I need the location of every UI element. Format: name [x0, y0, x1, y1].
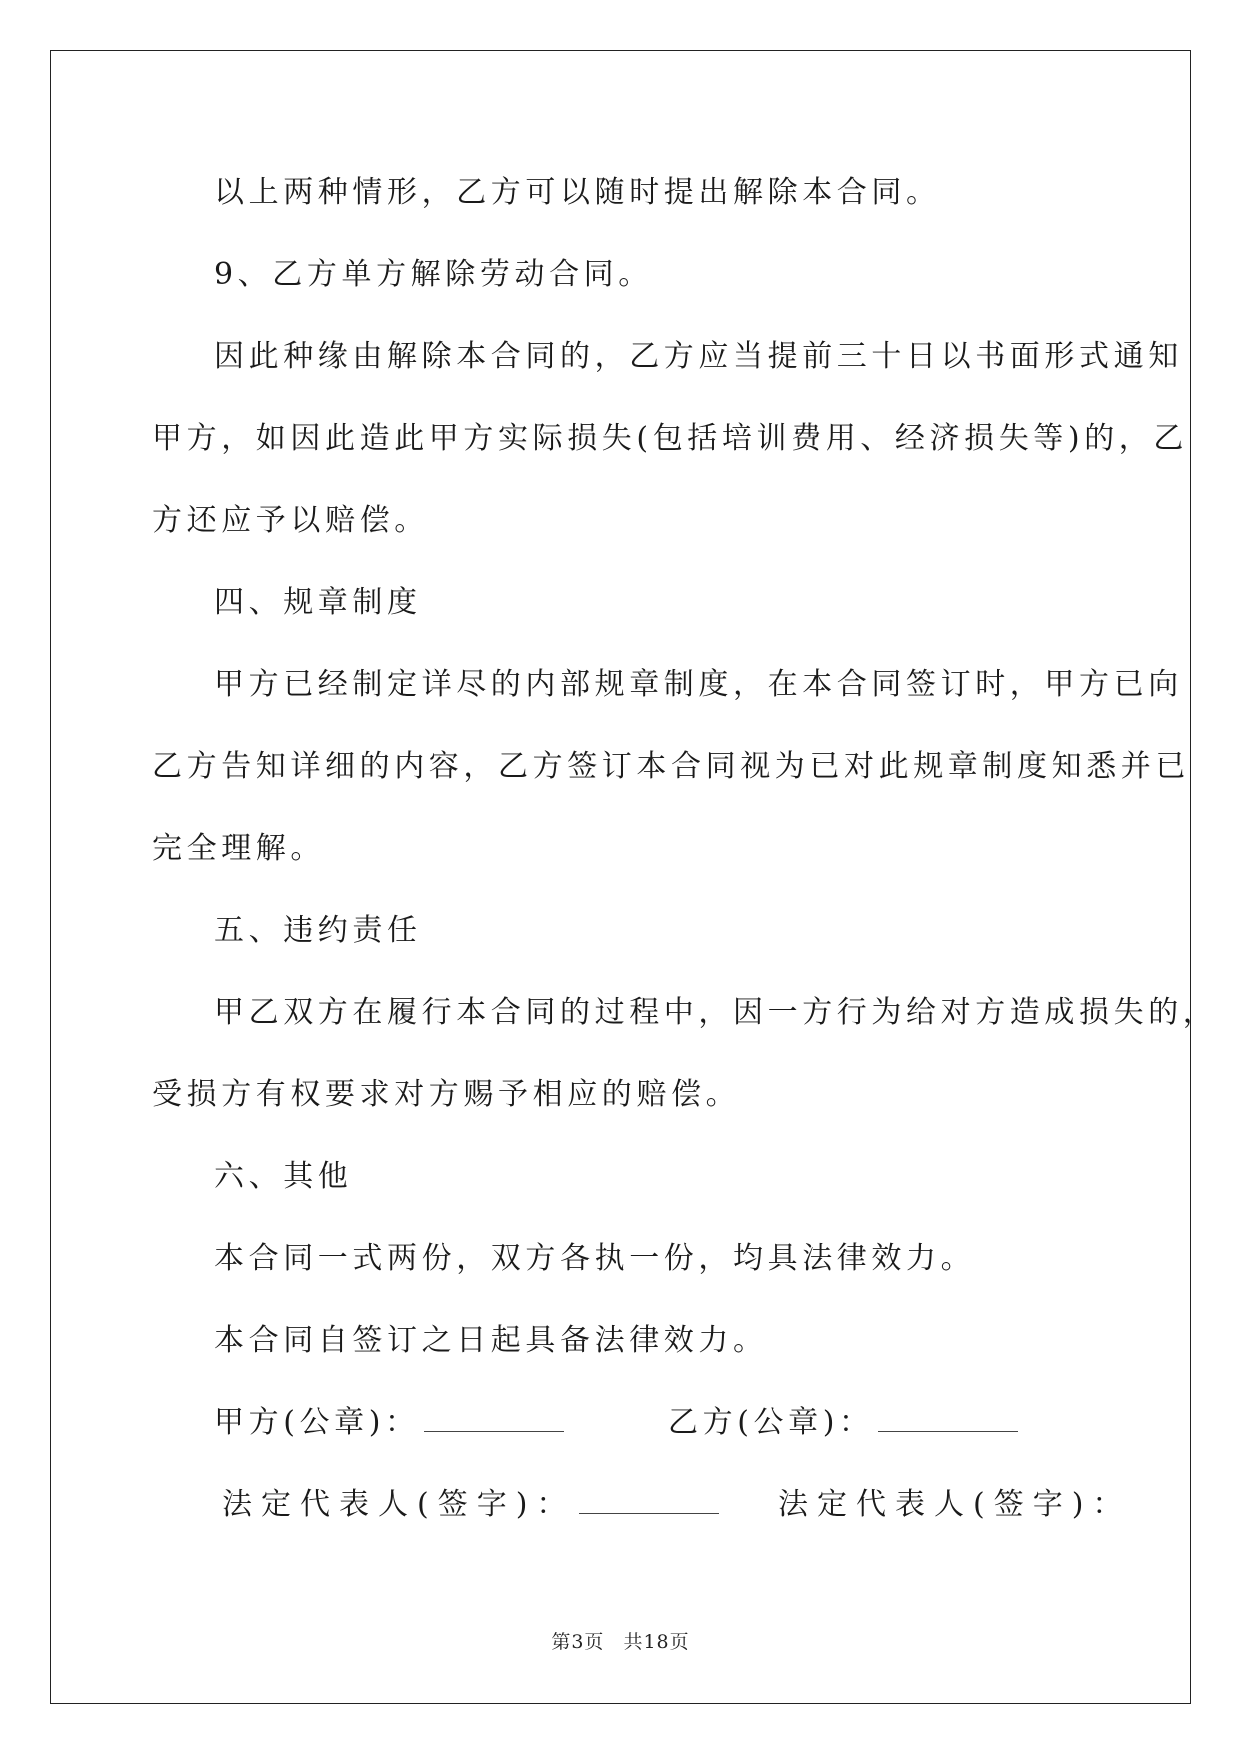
section-heading: 六、其他	[214, 1159, 353, 1194]
clause-heading: 9、乙方单方解除劳动合同。	[214, 257, 653, 292]
party-a-rep-blank	[579, 1491, 719, 1514]
paragraph-line: 受损方有权要求对方赐予相应的赔偿。	[152, 1077, 741, 1112]
paragraph-line: 方还应予以赔偿。	[152, 503, 429, 538]
party-a-seal-label: 甲方(公章)：	[214, 1405, 420, 1440]
section-heading: 五、违约责任	[214, 913, 422, 948]
paragraph-line: 完全理解。	[152, 831, 325, 866]
page-footer	[0, 1627, 1241, 1654]
section-heading: 四、规章制度	[214, 585, 422, 620]
paragraph-line: 本合同一式两份，双方各执一份，均具法律效力。	[214, 1241, 976, 1276]
paragraph-line: 本合同自签订之日起具备法律效力。	[214, 1323, 768, 1358]
paragraph-line: 以上两种情形，乙方可以随时提出解除本合同。	[214, 175, 941, 210]
party-b-rep-field	[778, 1487, 1132, 1522]
party-a-seal-blank	[424, 1409, 564, 1432]
party-b-rep-label: 法定代表人(签字)：	[778, 1487, 1132, 1522]
paragraph-line: 甲乙双方在履行本合同的过程中，因一方行为给对方造成损失的，	[214, 995, 1218, 1030]
party-b-seal-blank	[878, 1409, 1018, 1432]
paragraph-line: 乙方告知详细的内容，乙方签订本合同视为已对此规章制度知悉并已	[152, 749, 1190, 784]
party-a-rep-label: 法定代表人(签字)：	[222, 1487, 576, 1522]
page-number-current: 第3页	[551, 1631, 605, 1653]
party-a-rep-field	[222, 1487, 719, 1522]
paragraph-line: 甲方已经制定详尽的内部规章制度，在本合同签订时，甲方已向	[214, 667, 1183, 702]
party-b-seal-label: 乙方(公章)：	[668, 1405, 874, 1440]
party-b-seal-field	[668, 1405, 1018, 1440]
paragraph-line: 甲方，如因此造此甲方实际损失(包括培训费用、经济损失等)的，乙	[152, 421, 1189, 456]
page-number-total: 共18页	[623, 1631, 690, 1653]
party-a-seal-field	[214, 1405, 564, 1440]
paragraph-line: 因此种缘由解除本合同的，乙方应当提前三十日以书面形式通知	[214, 339, 1183, 374]
